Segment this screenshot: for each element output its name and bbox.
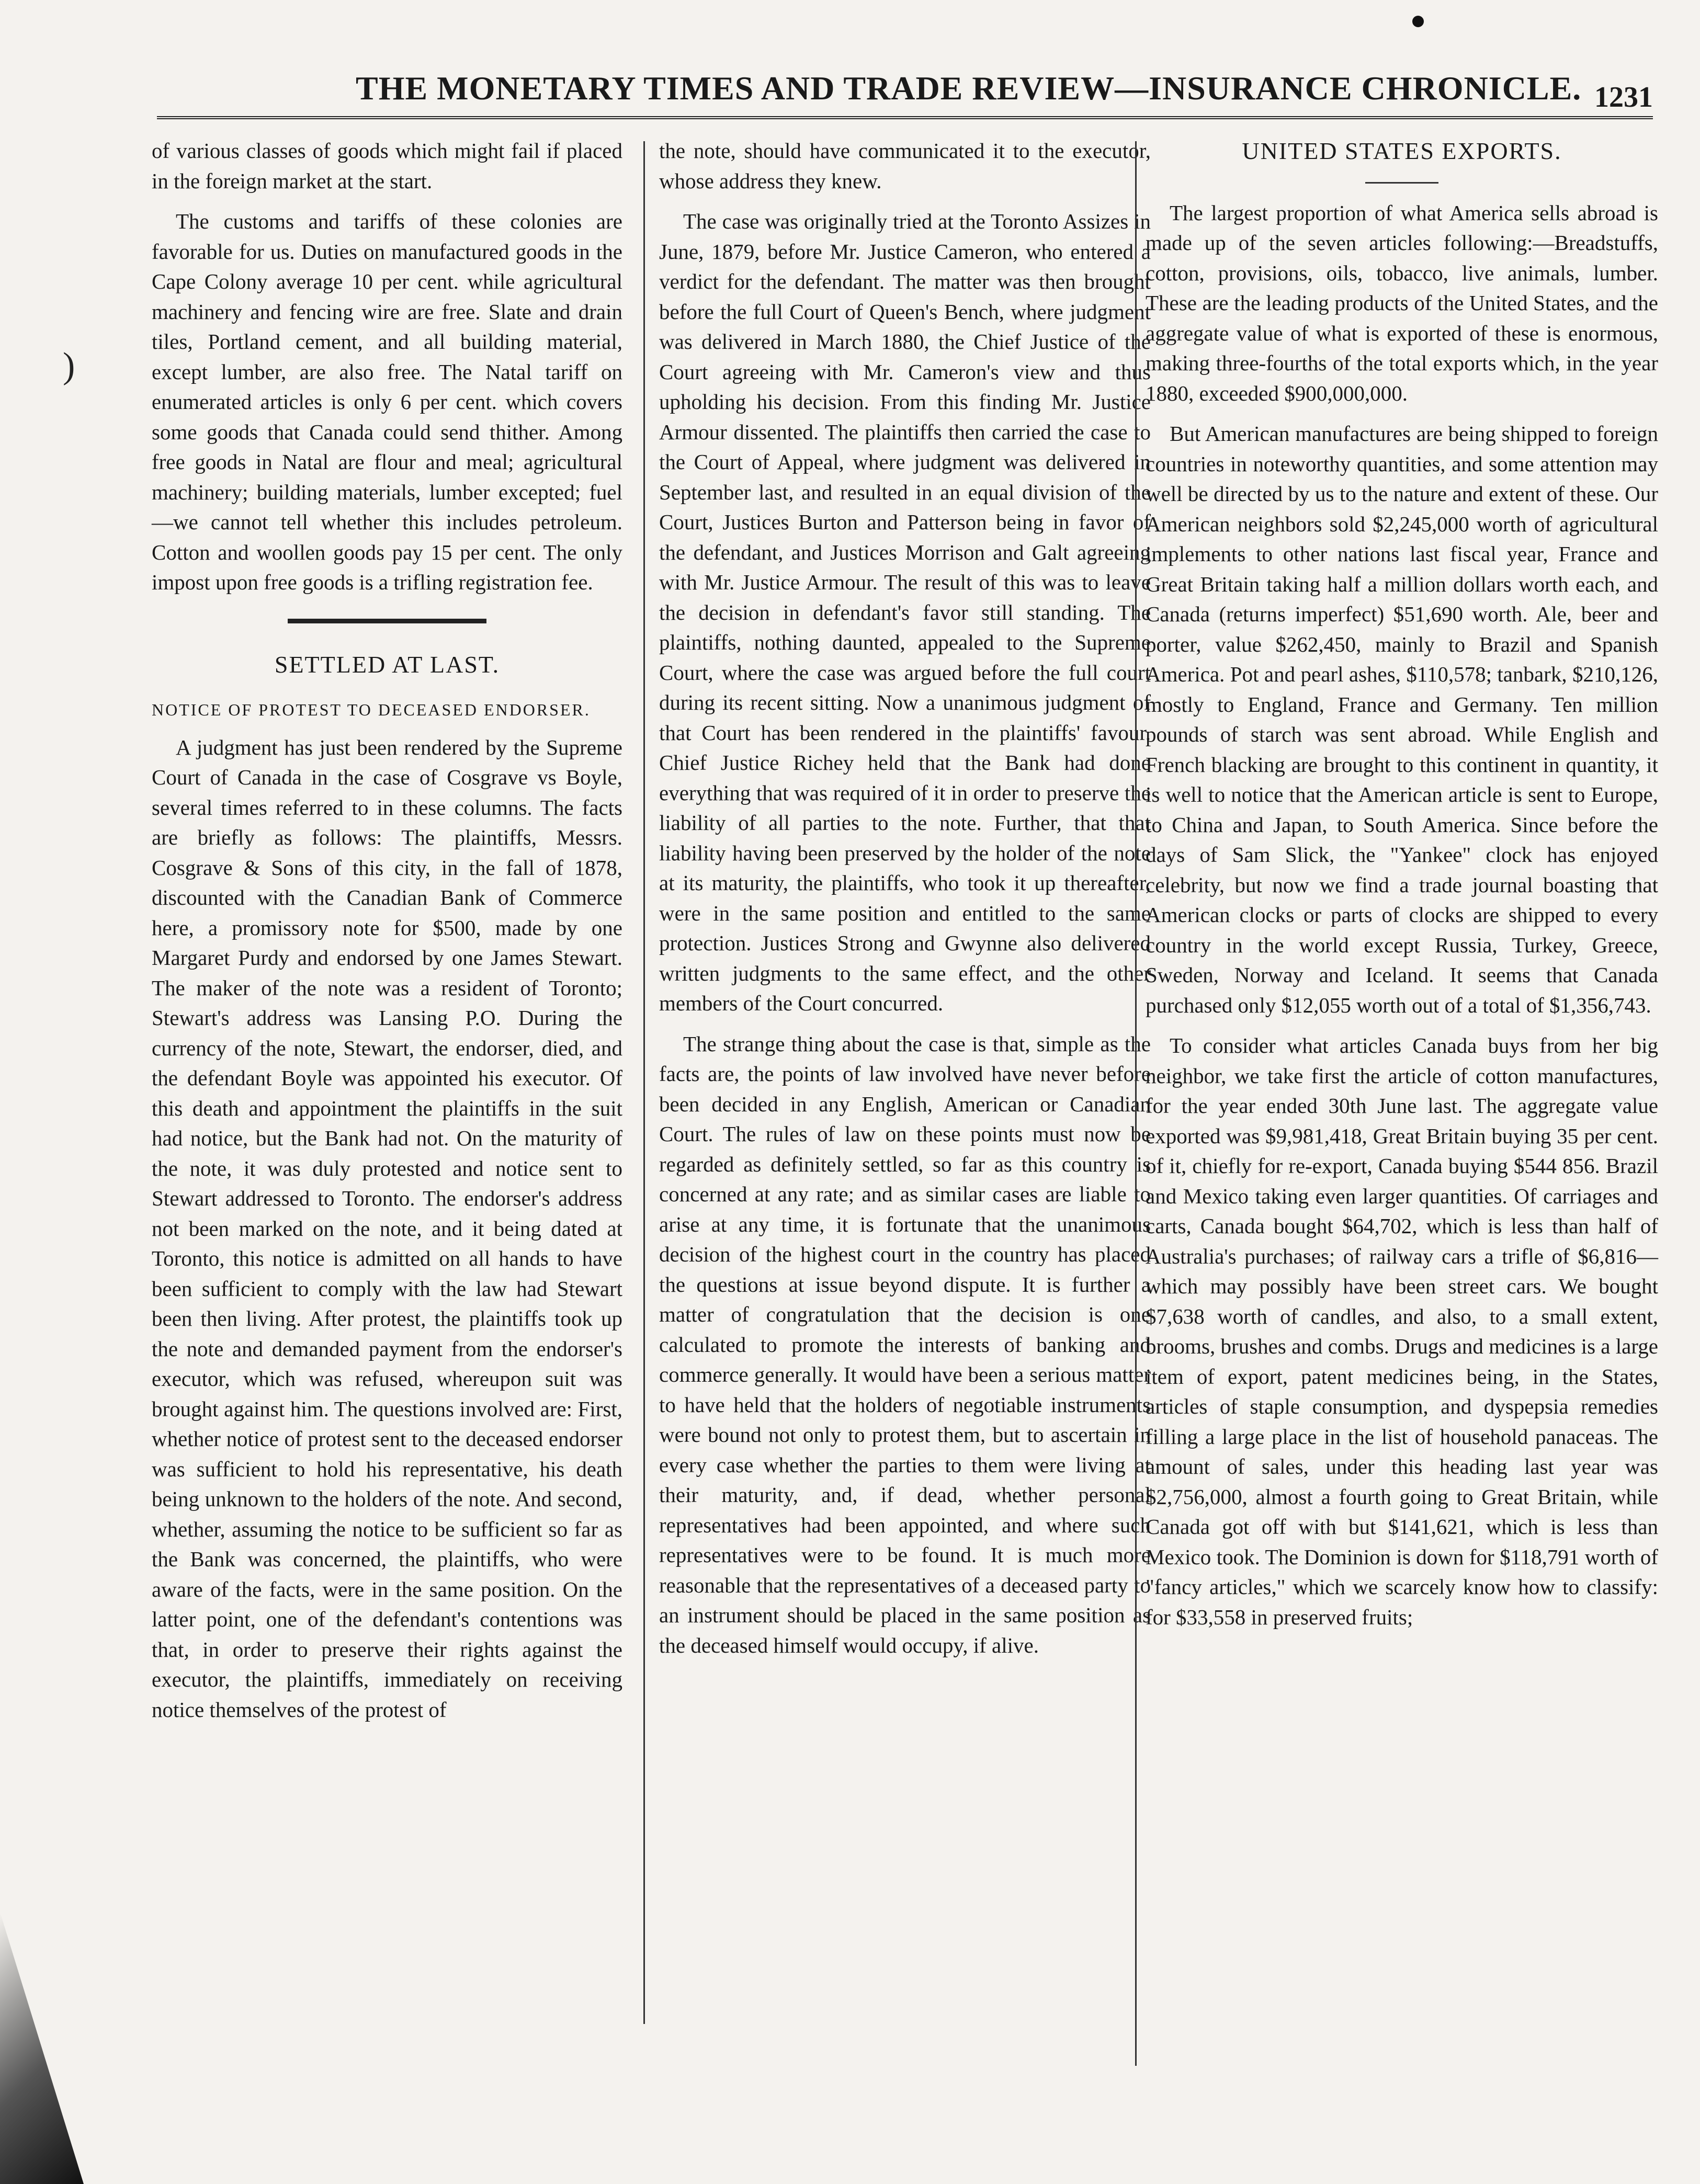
article-title: UNITED STATES EXPORTS. xyxy=(1242,138,1562,164)
margin-mark: ) xyxy=(63,346,75,386)
article-subtitle: NOTICE OF PROTEST TO DECEASED ENDORSER. xyxy=(152,700,591,719)
scan-shadow xyxy=(0,1912,84,2184)
paragraph: The strange thing about the case is that, simple as the facts are, the points of law involved have never before been decided in any English, American or Canadian Court. The rules of law on these points must now be regarded as definitely settled, so far as this country is concerned at any rate; and as similar cases are liable to arise at any time, it is fortunate that the unanimous decision of the highest court in the country has placed the questions at issue beyond dispute. It is further a matter of congratulation that the decision is one calculated to promote the interests of banking and commerce generally. It would have been a serious matter to have held that the holders of negotiable instruments were bound not only to protest them, but to ascertain in every case whether the parties to them were living at their maturity, and, if dead, whether personal representatives had been appointed, and where such representatives were to be found. It is much more reasonable that the representatives of a deceased party to an instrument should be placed in the same position as the deceased himself would occupy, if alive. xyxy=(659,1031,1151,1657)
article-title: SETTLED AT LAST. xyxy=(274,651,500,678)
section-divider xyxy=(288,619,486,623)
paragraph: But American manufactures are being shipped to foreign countries in noteworthy quantities, and some attention may well be directed by us to the nature and extent of these. Our American neighbors sold $2,245,000 worth of agricultural implements to other nations last fiscal year, France and Great Britain taking half a million dollars worth each, and Canada (returns imperfect) $51,690 worth. Ale, beer and porter, value $262,450, mainly to Brazil and Spanish America. Pot and pearl ashes, $110,578; tanbark, $210,126, mostly to England, France and Germany. Ten million pounds of starch was sent abroad. While English and French blacking are brought to this continent in quantity, it is well to notice that the American article is sent to Europe, to China and Japan, to South America. Since before the days of Sam Slick, the "Yankee" clock has enjoyed celebrity, but now we find a trade journal boasting that American clocks or parts of clocks are shipped to every country in the world except Russia, Turkey, Greece, Sweden, Norway and Iceland. It seems that Canada purchased only $12,055 worth out of a total of $1,356,743. xyxy=(1146,422,1658,1017)
column-2 xyxy=(659,136,1151,1671)
paragraph: The case was originally tried at the Toronto Assizes in June, 1879, before Mr. Justice Cameron, who entered a verdict for the defendant. The matter was then brought before the full Court of Queen's Bench, where judgment was delivered in March 1880, the Chief Justice of the Court agreeing with Mr. Cameron's view and thus upholding his decision. From this finding Mr. Justice Armour dissented. The plaintiffs then carried the case to the Court of Appeal, where judgment was delivered in September last, and resulted in an equal division of the Court, Justices Burton and Patterson being in favor of the defendant, and Justices Morrison and Galt agreeing with Mr. Justice Armour. The result of this was to leave the decision in defendant's favor still standing. The plaintiffs, nothing daunted, appealed to the Supreme Court, where the case was argued before the full court during its recent sitting. Now a unanimous judgment of that Court has been rendered in the plaintiffs' favour. Chief Justice Richey held that the Bank had done everything that was required of it in order to preserve the liability of all parties to the note. Further, that that liability having been preserved by the holder of the note at its maturity, the plaintiffs, who took it up thereafter, were in the same position and entitled to the same protection. Justices Strong and Gwynne also delivered written judgments to the same effect, and the other members of the Court concurred. xyxy=(659,209,1151,1015)
column-1 xyxy=(152,136,622,1735)
paragraph: The customs and tariffs of these colonies are favorable for us. Duties on manufactured goods in the Cape Colony average 10 per cent. while agricultural machinery and fencing wire are free. Slate and drain tiles, Portland cement, and all building material, except lumber, are also free. The Natal tariff on enumerated articles is only 6 per cent. which covers some goods that Canada could send thither. Among free goods in Natal are flour and meal; agricultural machinery; building materials, lumber excepted; fuel—we cannot tell whether this includes petroleum. Cotton and woollen goods pay 15 per cent. The only impost upon free goods is a trifling registration fee. xyxy=(152,209,622,594)
title-rule xyxy=(1365,182,1438,184)
running-title: THE MONETARY TIMES AND TRADE REVIEW—INSURANCE CHRONICLE. xyxy=(356,70,1582,107)
paragraph: the note, should have communicated it to the executor, whose address they knew. xyxy=(659,139,1151,193)
column-3 xyxy=(1146,136,1658,1643)
page-number: 1231 xyxy=(1594,81,1653,113)
paragraph: The largest proportion of what America sells abroad is made up of the seven articles following:—Breadstuffs, cotton, provisions, oils, tobacco, live animals, lumber. These are the leading products of the United States, and the aggregate value of what is exported of these is enormous, making three-fourths of the total exports which, in the year 1880, exceeded $900,000,000. xyxy=(1146,200,1658,405)
paragraph: of various classes of goods which might fail if placed in the foreign market at the start. xyxy=(152,139,622,193)
paragraph: To consider what articles Canada buys from her big neighbor, we take first the article of cotton manufactures, for the year ended 30th June last. The aggregate value exported was $9,981,418, Great Britain buying 35 per cent. of it, chiefly for re-export, Canada buying $544 856. Brazil and Mexico taking even larger quantities. Of carriages and carts, Canada bought $64,702, which is less than half of Australia's purchases; of railway cars a trifle of $6,816—which may possibly have been street cars. We bought $7,638 worth of candles, and also, to a small extent, brooms, brushes and combs. Drugs and medicines is a large item of export, patent medicines being, in the States, articles of staple consumption, and dyspepsia remedies filling a large place in the list of household panaceas. The amount of sales, under this heading last year was $2,756,000, almost a fourth going to Great Britain, while Canada got off with but $141,621, which is less than Mexico took. The Dominion is down for $118,791 worth of "fancy articles," which we scarcely know how to classify: for $33,558 in preserved fruits; xyxy=(1146,1033,1658,1629)
column-rule xyxy=(643,141,645,2024)
paragraph: A judgment has just been rendered by the Supreme Court of Canada in the case of Cosgrave vs Boyle, several times referred to in these columns. The facts are briefly as follows: The plaintiffs, Messrs. Cosgrave & Sons of this city, in the fall of 1878, discounted with the Canadian Bank of Commerce here, a promissory note for $500, made by one Margaret Purdy and endorsed by one James Stewart. The maker of the note was a resident of Toronto; Stewart's address was Lansing P.O. During the currency of the note, Stewart, the endorser, died, and the defendant Boyle was appointed his executor. Of this death and appointment the plaintiffs in the suit had notice, but the Bank had not. On the maturity of the note, it was duly protested and notice sent to Stewart addressed to Toronto. The endorser's address not been marked on the note, and it being dated at Toronto, this notice is admitted on all hands to have been sufficient to comply with the law had Stewart been then living. After protest, the plaintiffs took up the note and demanded payment from the endorser's executor, which was refused, whereupon suit was brought against him. The questions involved are: First, whether notice of protest sent to the deceased endorser was sufficient to hold his representative, his death being unknown to the holders of the note. And second, whether, assuming the notice to be sufficient so far as the Bank was concerned, the plaintiffs, who were aware of the facts, were in the same position. On the latter point, one of the defendant's contentions was that, in order to preserve their rights against the executor, the plaintiffs, immediately on receiving notice themselves of the protest of xyxy=(152,735,622,1722)
page-header xyxy=(157,59,1653,121)
header-rule xyxy=(157,116,1653,122)
column-rule xyxy=(1135,141,1137,2066)
page-speck xyxy=(1412,16,1424,27)
